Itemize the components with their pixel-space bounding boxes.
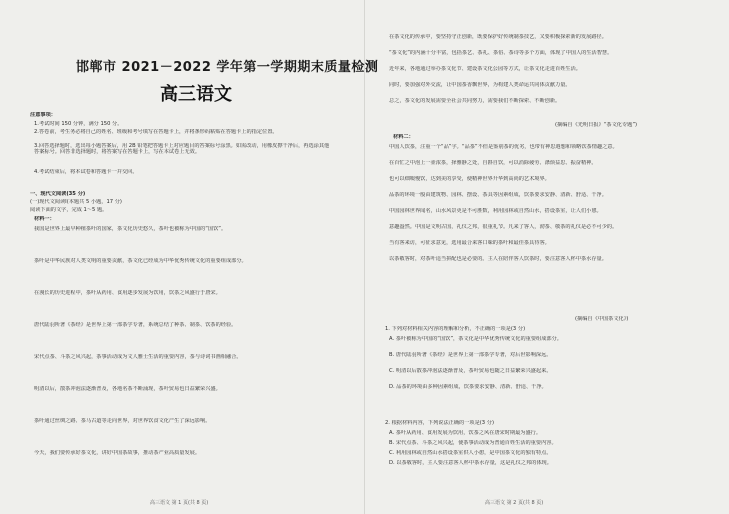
instruction: 阅读下面的文字，完成 1～5 题。 — [30, 207, 108, 213]
right-page — [365, 0, 729, 514]
paragraph-7: 茶叶通过丝绸之路、茶马古道等走向世界，对世界饮食文化产生了深远影响。 — [34, 418, 211, 424]
paragraph-2: 茶叶是中华民族对人类文明的重要贡献，茶文化已经成为中华优秀传统文化的重要组成部分。 — [34, 258, 247, 264]
right-mid-paragraph-1: 中国人饮茶，注重一个“品”字。“品茶”不但是鉴别茶的优劣，也带有神思遐想和领略饮茶情趣之意。 — [389, 144, 618, 150]
question-2-option-d: D. 以茶敬客时，主人要注意客人杯中茶水存量，这是礼仪之邦的体现。 — [389, 460, 552, 466]
question-1-option-a: A. 茶叶被称为中国的“国饮”，茶文化是中华优秀传统文化的重要组成部分。 — [389, 336, 562, 342]
subject-title: 高三语文 — [160, 84, 232, 105]
notice-heading: 注意事项： — [30, 112, 56, 118]
question-1: 1. 下列对材料相关内容的理解和分析，不正确的一项是(3 分) — [385, 326, 526, 332]
paragraph-5: 宋代点茶、斗茶之风兴起，茶事活动成为文人雅士生活的重要内容，茶与诗词书画相融合。 — [34, 354, 242, 360]
question-2-option-c: C. 利用园林或自然山水搭设茶室供人小憩，是中国茶文化的独有特点。 — [389, 450, 552, 456]
right-mid-paragraph-7: 当有客来访，可征求意见，选用最合来客口味的茶叶和最佳茶具待客。 — [389, 240, 550, 246]
paragraph-1: 我国是世界上最早种植茶叶的国家，茶文化历史悠久，茶叶也被称为中国的“国饮”。 — [34, 226, 227, 232]
right-mid-paragraph-3: 也可以细啜慢饮，达到美的享受，使精神世界升华到高尚的艺术境界。 — [389, 176, 550, 182]
question-2: 2. 根据材料内容，下列说法正确的一项是(3 分) — [385, 420, 494, 426]
right-mid-paragraph-2: 在百忙之中泡上一壶浓茶，择雅静之处，自斟自饮，可以消除疲劳、涤烦益思、振奋精神。 — [389, 160, 597, 166]
right-mid-paragraph-5: 中国园林世界闻名，山水风景更是不可胜数，利用园林或自然山水，搭设茶室，让人们小憩。 — [389, 208, 602, 214]
right-mid-paragraph-6: 意趣盎然。中国是文明古国，礼仪之邦，很重礼节。凡来了客人，沏茶、敬茶的礼仪是必不可少的。 — [389, 224, 618, 230]
section-heading: 一、现代文阅读(35 分) — [30, 191, 86, 197]
paragraph-6: 明清以后，散茶冲泡法逐渐普及，各地名茶不断涌现，茶叶贸易也日益繁荣兴盛。 — [34, 386, 221, 392]
right-paragraph-5: 总之，茶文化的发展需要全社会共同努力，需要我们不断探索、不断创新。 — [389, 98, 561, 104]
page-footer-left: 高三语文 第 1 页(共 8 页) — [150, 500, 209, 506]
question-2-option-b: B. 宋代点茶、斗茶之风兴起，使茶事活动成为普通百姓生活的重要内容。 — [389, 440, 557, 446]
right-paragraph-4: 同时，要加强对外交流，让中国茶香飘世界，为构建人类命运共同体贡献力量。 — [389, 82, 571, 88]
paragraph-8: 今天，我们要传承好茶文化，讲好中国茶故事，推动茶产业高质量发展。 — [34, 450, 201, 456]
material2-label: 材料二： — [393, 134, 414, 140]
notice-2: 2.答卷前，考生务必将自己的姓名、班级和考号填写在答题卡上，并将条形码粘贴在答题卡上的指定位置。 — [34, 129, 278, 135]
notice-1: 1.考试时间 150 分钟，满分 150 分。 — [34, 121, 123, 127]
notice-3: 3.回答选择题时，选出每小题答案后，用 2B 铅笔把答题卡上对应题目的答案标号涂黑。如需改动，用橡皮擦干净后，再选涂其他答案标号。回答非选择题时，将答案写在答题卡上，写在本试卷上无效。 — [34, 143, 330, 155]
right-paragraph-3: 近年来，各地通过举办茶文化节、建设茶文化公园等方式，让茶文化走进百姓生活。 — [389, 66, 581, 72]
right-paragraph-2: “茶文化”的内涵十分丰富，包括茶艺、茶礼、茶俗、茶诗等多个方面，体现了中国人的生活智慧。 — [389, 50, 613, 56]
paragraph-3: 在漫长的历史进程中，茶叶从药用、食用逐步发展为饮用，饮茶之风盛行于唐宋。 — [34, 290, 221, 296]
material1-label: 材料一： — [34, 216, 55, 222]
notice-4: 4.考试结束后，将本试卷和答题卡一并交回。 — [34, 169, 138, 175]
paragraph-4: 唐代陆羽所著《茶经》是世界上第一部茶学专著，系统总结了种茶、制茶、饮茶的经验。 — [34, 322, 237, 328]
right-mid-paragraph-8: 以茶敬客时，对茶叶适当拼配也是必要的。主人在陪伴客人饮茶时，要注意客人杯中茶水存量。 — [389, 256, 607, 262]
source-1: (摘编自《光明日报》“茶文化专题”) — [555, 122, 638, 128]
source-2: (摘编自《中国茶文化》) — [575, 316, 629, 322]
exam-title: 邯郸市 2021－2022 学年第一学期期末质量检测 — [76, 60, 379, 75]
right-mid-paragraph-4: 品茶的环境一般由建筑物、园林、摆设、茶具等因素组成，饮茶要求安静、清新、舒适、干净。 — [389, 192, 607, 198]
question-2-option-a: A. 茶叶从药用、食用发展为饮用，饮茶之风在唐宋时期最为盛行。 — [389, 430, 542, 436]
page-footer-right: 高三语文 第 2 页(共 8 页) — [485, 500, 544, 506]
right-paragraph-1: 在茶文化的传承中，要坚持守正创新，既要保护好传统制茶技艺，又要积极探索新的发展路径。 — [389, 34, 607, 40]
question-1-option-d: D. 品茶的环境由多种因素组成，饮茶要求安静、清新、舒适、干净。 — [389, 384, 547, 390]
question-1-option-c: C. 明清以后散茶冲泡法逐渐普及，茶叶贸易也随之日益繁荣兴盛起来。 — [389, 368, 552, 374]
question-1-option-b: B. 唐代陆羽所著《茶经》是世界上第一部茶学专著，对后世影响深远。 — [389, 352, 552, 358]
subsection-heading: (一)现代文阅读Ⅰ(本题共 5 小题，17 分) — [30, 199, 122, 205]
